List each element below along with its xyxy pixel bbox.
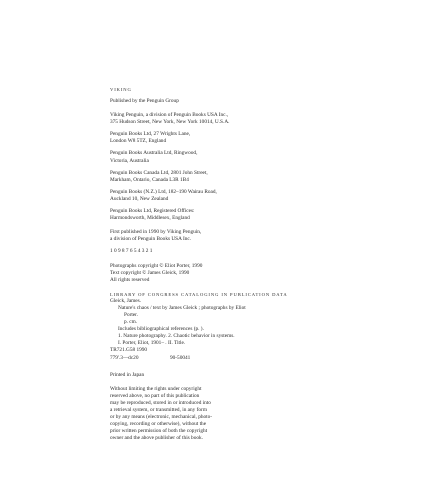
- text-column: [110, 86, 410, 442]
- address-line: Viking Penguin, a division of Penguin Books USA Inc.,: [110, 112, 229, 119]
- printing-line: 1 0 9 8 7 6 5 4 3 2 1: [110, 248, 153, 255]
- address-line: Markham, Ontario, Canada L3R 1B4: [110, 176, 189, 183]
- cip-author: Gleick, James.: [110, 297, 142, 304]
- address-block-3: [110, 150, 410, 164]
- imprint-name: VIKING: [110, 87, 132, 92]
- rights-line: a retrieval system, or transmitted, in any form: [110, 407, 207, 413]
- cip-heading: LIBRARY OF CONGRESS CATALOGING IN PUBLICATION DATA: [110, 291, 288, 297]
- first-published-line: a division of Penguin Books USA Inc.: [110, 236, 192, 243]
- address-line: Auckland 10, New Zealand: [110, 195, 169, 202]
- address-block-5: [110, 189, 410, 203]
- cip-lccn: 90-50041: [170, 354, 191, 361]
- rights-line: Without limiting the rights under copyright: [110, 385, 202, 392]
- cip-dewey: 779'.3—dc20: [110, 354, 139, 361]
- address-block-4: [110, 170, 410, 184]
- address-line: Victoria, Australia: [110, 157, 149, 164]
- address-block-1: [110, 112, 410, 126]
- cip-title: Nature's chaos / text by James Gleick ; photographs by Eliot: [118, 304, 246, 311]
- rights-line: owner and the above publisher of this book.: [110, 435, 203, 442]
- rights-line: or by any means (electronic, mechanical, photo-: [110, 414, 213, 421]
- rights-line: may be reproduced, stored in or introduced into: [110, 399, 211, 406]
- rights-line: reserved above, no part of this publication: [110, 392, 200, 399]
- address-line: Penguin Books Canada Ltd, 2801 John Street,: [110, 169, 208, 176]
- cip-added-entries: I. Porter, Eliot, 1901– . II. Title.: [118, 340, 186, 347]
- address-line: Penguin Books Ltd, 27 Wrights Lane,: [110, 131, 191, 138]
- cip-pages: p. cm.: [124, 319, 138, 326]
- address-line: Harmondsworth, Middlesex, England: [110, 215, 190, 222]
- copyright-line: All rights reserved: [110, 276, 150, 283]
- address-line: Penguin Books Ltd, Registered Offices:: [110, 208, 195, 215]
- address-line: Penguin Books (N.Z.) Ltd, 182–190 Wairau Road,: [110, 188, 217, 195]
- address-line: 375 Hudson Street, New York, New York 10014, U.S.A.: [110, 119, 230, 126]
- first-published: [110, 229, 410, 243]
- copyright-notice: [110, 263, 410, 284]
- address-line: London W8 5TZ, England: [110, 138, 167, 145]
- rights-line: copying, recording or otherwise), without the: [110, 421, 207, 428]
- address-line: Penguin Books Australia Ltd, Ringwood,: [110, 150, 198, 157]
- copyright-line: Photographs copyright © Eliot Porter, 1990: [110, 262, 203, 269]
- first-published-line: First published in 1990 by Viking Penguin,: [110, 229, 202, 236]
- cip-call-number: TR721.G58 1990: [110, 347, 148, 354]
- address-block-6: [110, 208, 410, 222]
- printed-in: Printed in Japan: [110, 371, 145, 378]
- cip-title-cont: Porter.: [124, 311, 138, 318]
- rights-line: prior written permission of both the copyright: [110, 428, 208, 435]
- cip-subjects: 1. Nature photography. 2. Chaotic behavior in systems.: [118, 333, 235, 340]
- published-by: Published by the Penguin Group: [110, 98, 179, 104]
- address-block-2: [110, 131, 410, 145]
- cip-block: [110, 291, 410, 362]
- cip-includes: Includes bibliographical references (p. ).: [118, 326, 204, 333]
- copyright-line: Text copyright © James Gleick, 1990: [110, 269, 190, 276]
- cip-classification-row: [110, 355, 410, 362]
- rights-notice: [110, 386, 410, 443]
